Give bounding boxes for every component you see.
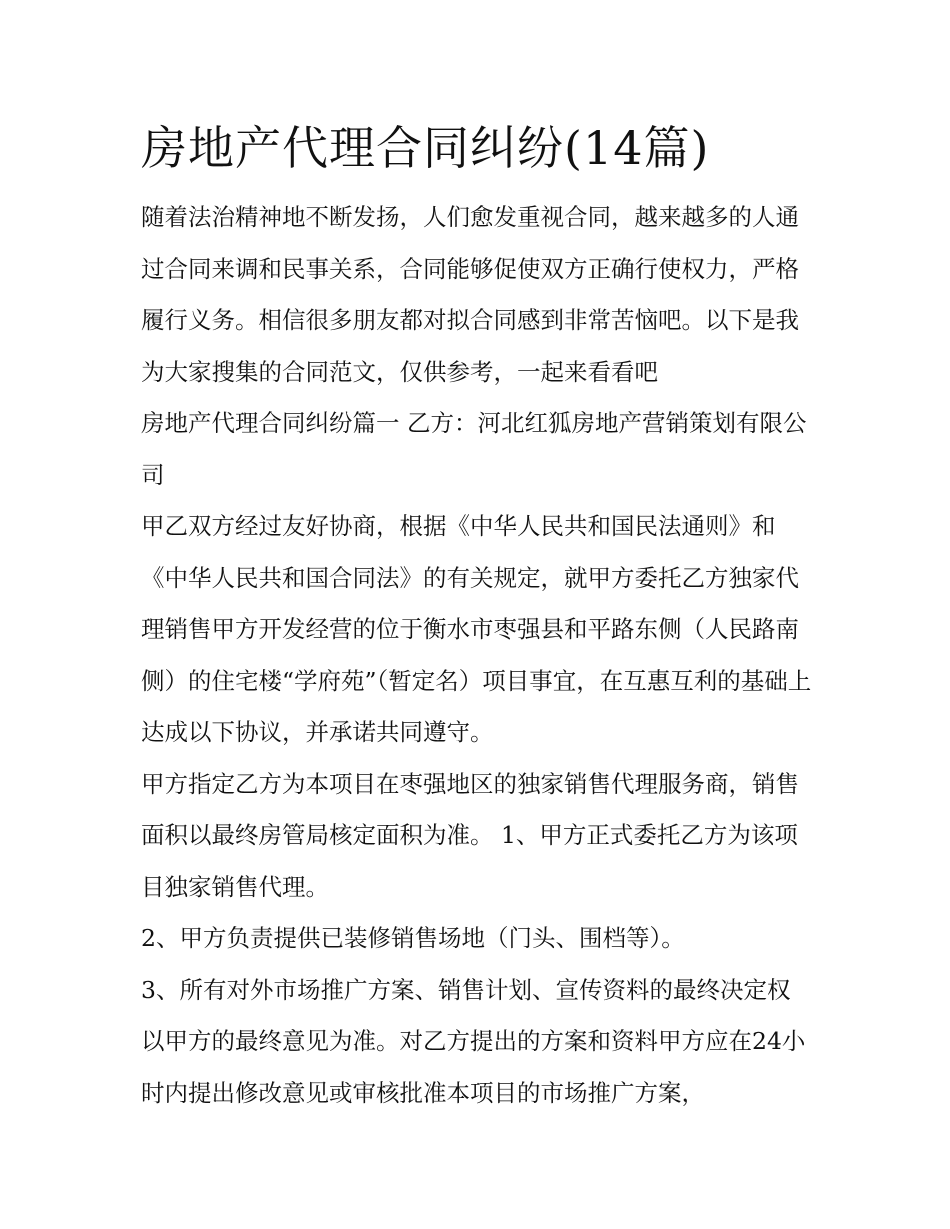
document-page: [141, 112, 813, 1119]
paragraph-section-heading: 房地产代理合同纠纷篇一 乙方：河北红狐房地产营销策划有限公司: [141, 409, 807, 489]
paragraph-clause-1: 甲方指定乙方为本项目在枣强地区的独家销售代理服务商，销售面积以最终房管局核定面积为准。 1、甲方正式委托乙方为该项目独家销售代理。: [141, 769, 799, 901]
paragraph-agreement-basis: 甲乙双方经过友好协商，根据《中华人民共和国民法通则》和《中华人民共和国合同法》的有关规定，就甲方委托乙方独家代理销售甲方开发经营的位于衡水市枣强县和平路东侧（人民路南侧）的住宅楼“学府苑”（暂定名）项目事宜，在互惠互利的基础上达成以下协议，并承诺共同遵守。: [141, 512, 812, 746]
paragraph-intro: 随着法治精神地不断发扬，人们愈发重视合同，越来越多的人通过合同来调和民事关系，合同能够促使双方正确行使权力，严格履行义务。相信很多朋友都对拟合同感到非常苦恼吧。以下是我为大家搜集的合同范文，仅供参考，一起来看看吧: [141, 203, 799, 386]
paragraph-clause-3: 3、所有对外市场推广方案、销售计划、宣传资料的最终决定权以甲方的最终意见为准。对乙方提出的方案和资料甲方应在24小时内提出修改意见或审核批准本项目的市场推广方案，: [141, 975, 806, 1107]
document-title: 房地产代理合同纠纷(14篇): [141, 121, 710, 175]
paragraph-clause-2: 2、甲方负责提供已装修销售场地（门头、围档等）。: [141, 924, 685, 952]
